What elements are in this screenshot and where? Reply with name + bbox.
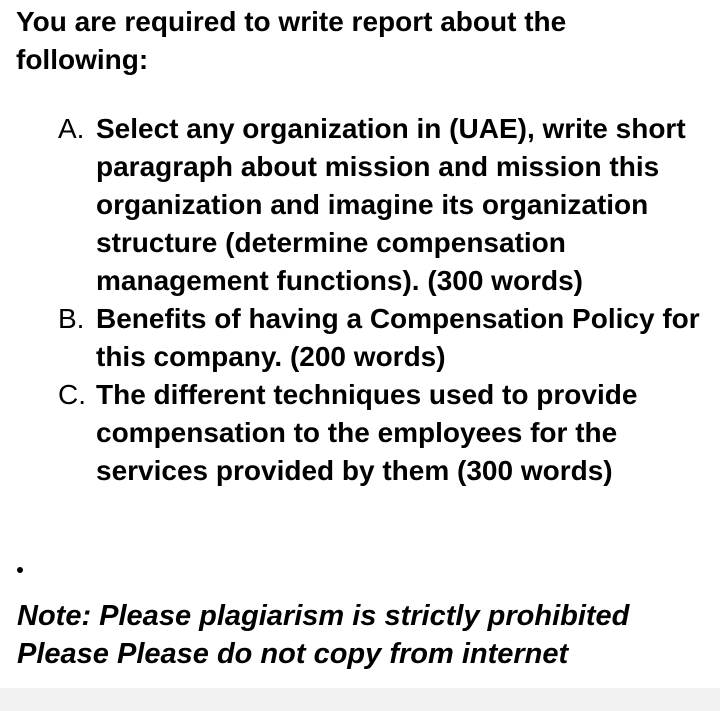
task-list	[58, 110, 708, 490]
task-letter: C.	[58, 379, 86, 410]
footer-band	[0, 688, 720, 711]
task-text: Select any organization in (UAE), write short paragraph about mission and mission this organization and imagine its organization structure (determine compensation management functions). (300 words)	[96, 113, 686, 296]
task-item-c	[58, 376, 708, 490]
task-letter: A.	[58, 113, 85, 144]
task-item-b	[58, 300, 708, 376]
task-text: Benefits of having a Compensation Policy for this company. (200 words)	[96, 303, 700, 372]
intro-text: You are required to write report about the following:	[16, 6, 567, 75]
note-line-1: Note: Please plagiarism is strictly prohibited	[17, 600, 630, 632]
task-item-a	[58, 110, 708, 300]
task-letter: B.	[58, 303, 85, 334]
bullet-dot	[17, 567, 23, 573]
note-line-2: Please Please do not copy from internet	[17, 638, 569, 670]
note-block	[17, 597, 707, 673]
task-text: The different techniques used to provide compensation to the employees for the services provided by them (300 words)	[96, 379, 638, 486]
